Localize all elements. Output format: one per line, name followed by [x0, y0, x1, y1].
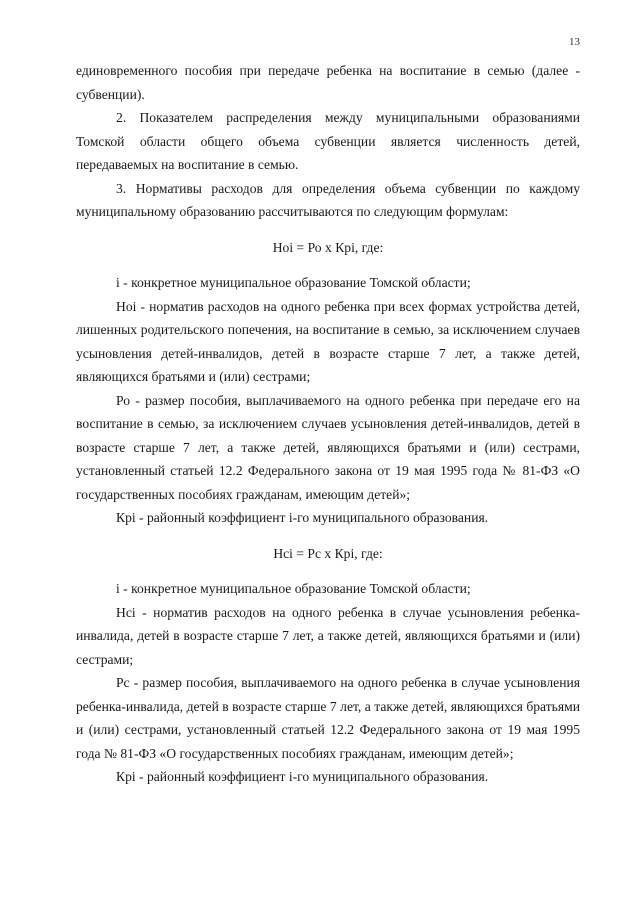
definition-nc: Нсi - норматив расходов на одного ребенка в случае усыновления ребенка-инвалида, детей в возрасте старше 7 лет, а также детей, являющихся братьями и (или) сестрами; [76, 604, 580, 667]
definition-no: Ноi - норматив расходов на одного ребенка при всех формах устройства детей, лишенных родительского попечения, на воспитание в семью, за исключением случаев усыновления детей-инвалидов, детей в возрасте старше 7 лет, а также детей, являющихся братьями и (или) сестрами; [76, 298, 580, 384]
definition-ro: Ро - размер пособия, выплачиваемого на одного ребенка при передаче его на воспитание в семью, за исключением случаев усыновления детей-инвалидов, детей в возрасте старше 7 лет, а также детей, являющихся братьями и (или) сестрами, установленный статьей 12.2 Федерального закона от 19 мая 1995 года № 81-ФЗ «О государственных пособиях гражданам, имеющим детей»; [76, 392, 580, 502]
definition-i: i - конкретное муниципальное образование Томской области; [116, 275, 471, 290]
paragraph-item-3: 3. Нормативы расходов для определения объема субвенции по каждому муниципальному образованию рассчитываются по следующим формулам: [76, 180, 580, 219]
paragraph-subvention-continuation: единовременного пособия при передаче ребенка на воспитание в семью (далее - субвенции). [76, 63, 580, 102]
formula-no: Ноi = Ро х Крi, где: [272, 239, 384, 255]
definition-kr: Крi - районный коэффициент i-го муниципального образования. [116, 510, 489, 525]
paragraph-item-2: 2. Показателем распределения между муниципальными образованиями Томской области общего объема субвенции является численность детей, передаваемых на воспитание в семью. [76, 110, 580, 172]
formula-nc: Нсi = Рс х Крi, где: [273, 545, 383, 561]
page-number: 13 [569, 36, 580, 48]
definition-rc: Рс - размер пособия, выплачиваемого на одного ребенка в случае усыновления ребенка-инвалида, детей в возрасте старше 7 лет, а также детей, являющихся братьями и (или) сестрами, установленный статьей 12.2 Федерального закона от 19 мая 1995 года № 81-ФЗ «О государственных пособиях гражданам, имеющим детей»; [76, 675, 580, 761]
definition-i-second: i - конкретное муниципальное образование Томской области; [116, 581, 471, 596]
definition-kr-second: Крi - районный коэффициент i-го муниципального образования. [116, 769, 489, 784]
document-body [76, 59, 580, 789]
